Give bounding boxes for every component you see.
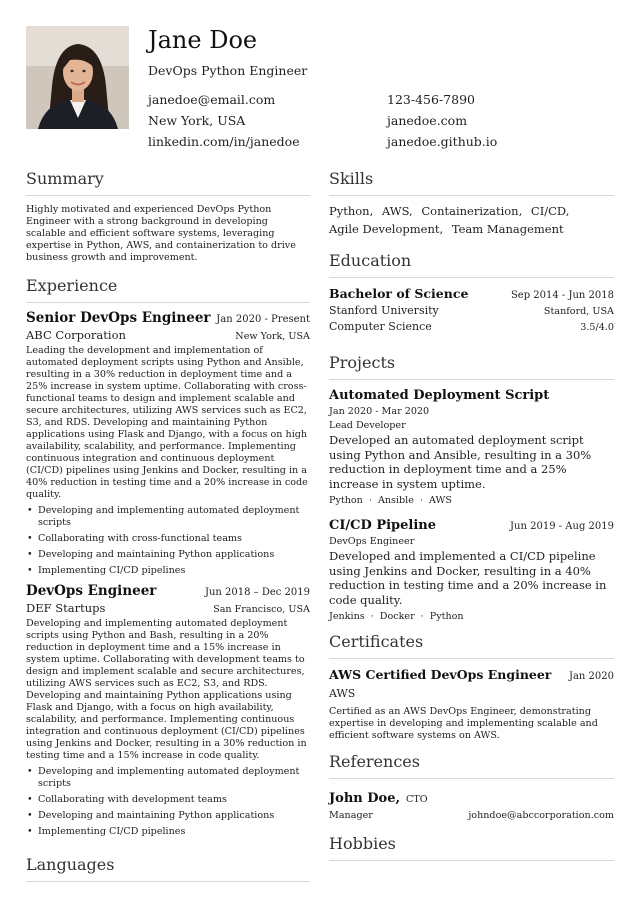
skill-item: Containerization, bbox=[421, 204, 523, 218]
job-bullet: • Developing and implementing automated deployment scripts bbox=[26, 766, 310, 790]
languages-section bbox=[26, 855, 310, 882]
job-bullet: • Developing and maintaining Python applications bbox=[26, 810, 310, 822]
reference-entry bbox=[329, 787, 614, 806]
certificates-heading: Certificates bbox=[329, 632, 614, 659]
job-description: Developing and implementing automated deployment scripts using Python and Bash, resulting in a 20% reduction in deployment time and a 15% increase in system uptime. Collaborating with development teams to design and implement scalable and secure architectures, utilizing AWS services such as EC2, S3, and RDS. Developing and maintaining Python applications using Flask and Django, with a focus on high availability, scalability, and performance. Implementing continuous integration and continuous deployment (CI/CD) pipelines using Jenkins and Docker, resulting in a 30% reduction in testing time and a 15% increase in code quality. bbox=[26, 618, 307, 761]
profile-photo bbox=[26, 26, 129, 129]
project-entry bbox=[329, 388, 614, 506]
project-title: CI/CD Pipeline bbox=[329, 518, 436, 533]
education-school: Stanford University bbox=[329, 304, 439, 317]
job-entry bbox=[26, 310, 310, 577]
reference-position: Manager bbox=[329, 810, 373, 821]
skills-list bbox=[329, 202, 614, 238]
job-bullets bbox=[26, 766, 310, 838]
certificate-description: Certified as an AWS DevOps Engineer, demonstrating expertise in developing and implementing scalable and efficient software systems on AWS. bbox=[329, 706, 598, 741]
skill-item: CI/CD, bbox=[530, 204, 570, 218]
job-bullet: • Implementing CI/CD pipelines bbox=[26, 826, 310, 838]
reference-email[interactable]: johndoe@abccorporation.com bbox=[468, 810, 614, 821]
project-entry bbox=[329, 518, 614, 622]
job-bullet: • Collaborating with development teams bbox=[26, 794, 310, 806]
experience-section bbox=[26, 276, 310, 842]
job-bullet: • Implementing CI/CD pipelines bbox=[26, 565, 310, 577]
hobbies-heading: Hobbies bbox=[329, 834, 614, 861]
project-tag: Ansible bbox=[377, 495, 414, 506]
job-location: San Francisco, USA bbox=[213, 604, 310, 615]
project-title: Automated Deployment Script bbox=[329, 388, 550, 403]
contact-location: New York, USA bbox=[148, 113, 246, 128]
contact-email[interactable]: janedoe@email.com bbox=[148, 92, 276, 107]
project-role: DevOps Engineer bbox=[329, 536, 415, 547]
summary-text: Highly motivated and experienced DevOps Python Engineer with a strong background in developing scalable and efficient software systems, leveraging expertise in Python, AWS, and containerization to drive business growth and improvement. bbox=[26, 204, 296, 263]
skill-item: Team Management bbox=[451, 222, 564, 236]
experience-heading: Experience bbox=[26, 276, 310, 303]
project-tag: AWS bbox=[429, 495, 452, 506]
project-description: Developed and implemented a CI/CD pipeline using Jenkins and Docker, resulting in a 40% reduction in testing time and a 20% increase in code quality. bbox=[329, 549, 607, 607]
contact-website[interactable]: janedoe.com bbox=[387, 113, 468, 128]
job-location: New York, USA bbox=[235, 331, 310, 342]
education-date: Sep 2014 - Jun 2018 bbox=[510, 290, 614, 301]
job-bullets bbox=[26, 505, 310, 577]
skills-section bbox=[329, 169, 614, 238]
education-section bbox=[329, 251, 614, 333]
contact-github[interactable]: janedoe.github.io bbox=[387, 134, 498, 149]
education-heading: Education bbox=[329, 251, 614, 278]
project-tag: Python bbox=[429, 611, 464, 622]
project-tag: Docker bbox=[379, 611, 415, 622]
certificate-date: Jan 2020 bbox=[568, 671, 614, 682]
education-location: Stanford, USA bbox=[543, 306, 614, 317]
job-bullet: • Collaborating with cross-functional teams bbox=[26, 533, 310, 545]
projects-heading: Projects bbox=[329, 353, 614, 380]
candidate-name: Jane Doe bbox=[148, 26, 258, 54]
avatar-portrait-icon bbox=[26, 26, 129, 129]
education-degree: Bachelor of Science bbox=[329, 286, 469, 301]
contact-phone: 123-456-7890 bbox=[387, 92, 475, 107]
job-title: DevOps Engineer bbox=[26, 583, 157, 599]
tag-separator: · bbox=[419, 495, 423, 506]
certificate-title: AWS Certified DevOps Engineer bbox=[329, 667, 552, 682]
certificates-section bbox=[329, 632, 614, 742]
certificate-issuer: AWS bbox=[329, 687, 356, 700]
reference-name: John Doe, bbox=[329, 791, 400, 806]
education-field: Computer Science bbox=[329, 320, 432, 333]
references-heading: References bbox=[329, 752, 614, 779]
project-tags bbox=[329, 495, 614, 506]
tag-separator: · bbox=[368, 495, 372, 506]
project-tags bbox=[329, 611, 614, 622]
job-description: Leading the development and implementation of automated deployment scripts using Python and Ansible, resulting in a 30% reduction in deployment time and a 25% increase in system uptime. Collaborating with cross-functional teams to design and implement scalable and secure architectures, utilizing AWS services such as EC2, S3, and RDS. Developing and maintaining Python applications using Flask and Django, with a focus on high availability, scalability, and performance. Implementing continuous integration and continuous deployment (CI/CD) pipelines using Jenkins and Docker, resulting in a 40% reduction in testing time and a 20% increase in code quality. bbox=[26, 345, 308, 500]
references-section bbox=[329, 752, 614, 821]
skill-item: AWS, bbox=[381, 204, 413, 218]
skills-heading: Skills bbox=[329, 169, 614, 196]
job-company: DEF Startups bbox=[26, 601, 106, 615]
contact-linkedin[interactable]: linkedin.com/in/janedoe bbox=[148, 134, 300, 149]
job-entry bbox=[26, 583, 310, 838]
job-date: Jan 2020 - Present bbox=[216, 314, 310, 325]
job-title: Senior DevOps Engineer bbox=[26, 310, 211, 326]
education-gpa: 3.5/4.0 bbox=[580, 322, 614, 333]
reference-role: CTO bbox=[406, 794, 428, 805]
project-date: Jun 2019 - Aug 2019 bbox=[510, 521, 614, 532]
hobbies-section bbox=[329, 834, 614, 861]
summary-heading: Summary bbox=[26, 169, 310, 196]
job-bullet: • Developing and implementing automated deployment scripts bbox=[26, 505, 310, 529]
job-date: Jun 2018 – Dec 2019 bbox=[204, 587, 310, 598]
skill-item: Agile Development, bbox=[329, 222, 444, 236]
tag-separator: · bbox=[420, 611, 424, 622]
skill-item: Python, bbox=[329, 204, 374, 218]
job-bullet: • Developing and maintaining Python applications bbox=[26, 549, 310, 561]
languages-heading: Languages bbox=[26, 855, 310, 882]
projects-section bbox=[329, 353, 614, 622]
project-date: Jan 2020 - Mar 2020 bbox=[329, 406, 430, 417]
project-role: Lead Developer bbox=[329, 420, 406, 431]
project-tag: Jenkins bbox=[329, 611, 365, 622]
job-company: ABC Corporation bbox=[26, 328, 126, 342]
candidate-title: DevOps Python Engineer bbox=[148, 63, 308, 78]
project-tag: Python bbox=[329, 495, 363, 506]
tag-separator: · bbox=[370, 611, 374, 622]
summary-section bbox=[26, 169, 310, 264]
project-description: Developed an automated deployment script using Python and Ansible, resulting in a 30% reduction in deployment time and a 25% increase in system uptime. bbox=[329, 433, 592, 491]
